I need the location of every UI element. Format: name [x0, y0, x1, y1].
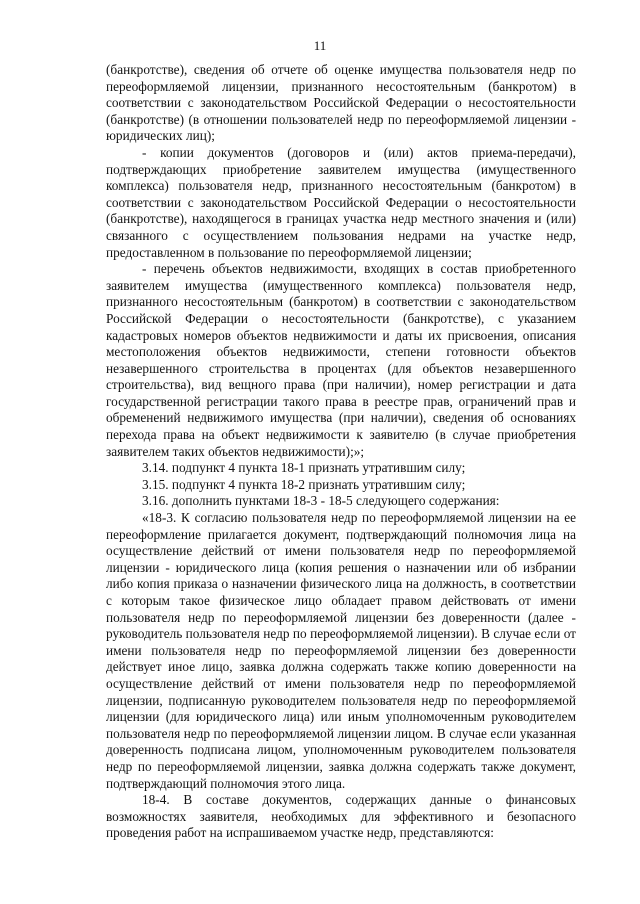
paragraph-18-4: 18-4. В составе документов, содержащих данные о финансовых возможностях заявителя, необходимых для эффективного и безопасного проведения работ на испрашиваемом участке недр, представляются: [106, 792, 576, 841]
page-number: 11 [313, 38, 327, 53]
paragraph-item-3-15: 3.15. подпункт 4 пункта 18-2 признать утратившим силу; [142, 476, 466, 492]
paragraph-item-3-16: 3.16. дополнить пунктами 18-3 - 18-5 следующего содержания: [142, 493, 500, 509]
paragraph-18-3: «18-3. К согласию пользователя недр по переоформляемой лицензии на ее переоформление прилагается документ, подтверждающий полномочия лица на осуществление действий от имени пользователя недр по переоформляемой лицензии - юридического лица (копия решения о назначении или об избрании либо копия приказа о назначении физического лица на должность, в соответствии с которым такое физическое лицо обладает правом действовать от имени пользователя недр по переоформляемой лицензии без доверенности (далее - руководитель пользователя недр по переоформляемой лицензии). В случае если от имени пользователя недр по переоформляемой лицензии без доверенности действует иное лицо, заявка должна содержать также копию доверенности на осуществление действий от имени пользователя недр по переоформляемой лицензии, подписанную руководителем пользователя недр по переоформляемой лицензии (для юридического лица) или иным уполномоченным руководителем пользователя недр по переоформляемой лицензии лицом. В случае если указанная доверенность подписана лицом, уполномоченным руководителем пользователя недр по переоформляемой лицензии, заявка должна содержать также документ, подтверждающий полномочия этого лица. [106, 510, 576, 791]
paragraph-real-estate-list: - перечень объектов недвижимости, входящих в состав приобретенного заявителем имущества (имущественного комплекса) пользователя недр, признанного несостоятельным (банкротом) в соответствии с законодательством Российской Федерации о несостоятельности (банкротстве), с указанием кадастровых номеров объектов недвижимости и даты их присвоения, описания местоположения объектов недвижимости, степени готовности объектов незавершенного строительства в процентах (для объектов незавершенного строительства), вид вещного права (при наличии), номер регистрации и дата государственной регистрации такого права в реестре прав, ограничений прав и обременений недвижимого имущества (при наличии), сведения об основаниях перехода права на объект недвижимости к заявителю (в случае приобретения заявителем таких объектов недвижимости);»; [106, 261, 576, 459]
document-body [106, 62, 576, 842]
paragraph-continuation: (банкротстве), сведения об отчете об оценке имущества пользователя недр по переоформляемой лицензии, признанного несостоятельным (банкротом) в соответствии с законодательством Российской Федерации о несостоятельности (банкротстве) (в отношении пользователей недр по переоформляемой лицензии - юридических лиц); [106, 62, 576, 144]
paragraph-item-3-14: 3.14. подпункт 4 пункта 18-1 признать утратившим силу; [142, 460, 466, 476]
paragraph-copies-documents: - копии документов (договоров и (или) актов приема-передачи), подтверждающих приобретение заявителем имущества (имущественного комплекса) пользователя недр, признанного несостоятельным (банкротом) в соответствии с законодательством Российской Федерации о несостоятельности (банкротстве), находящегося в границах участка недр местного значения и (или) связанного с осуществлением пользования недрами на участке недр, предоставленном в пользование по переоформляемой лицензии; [106, 144, 576, 260]
